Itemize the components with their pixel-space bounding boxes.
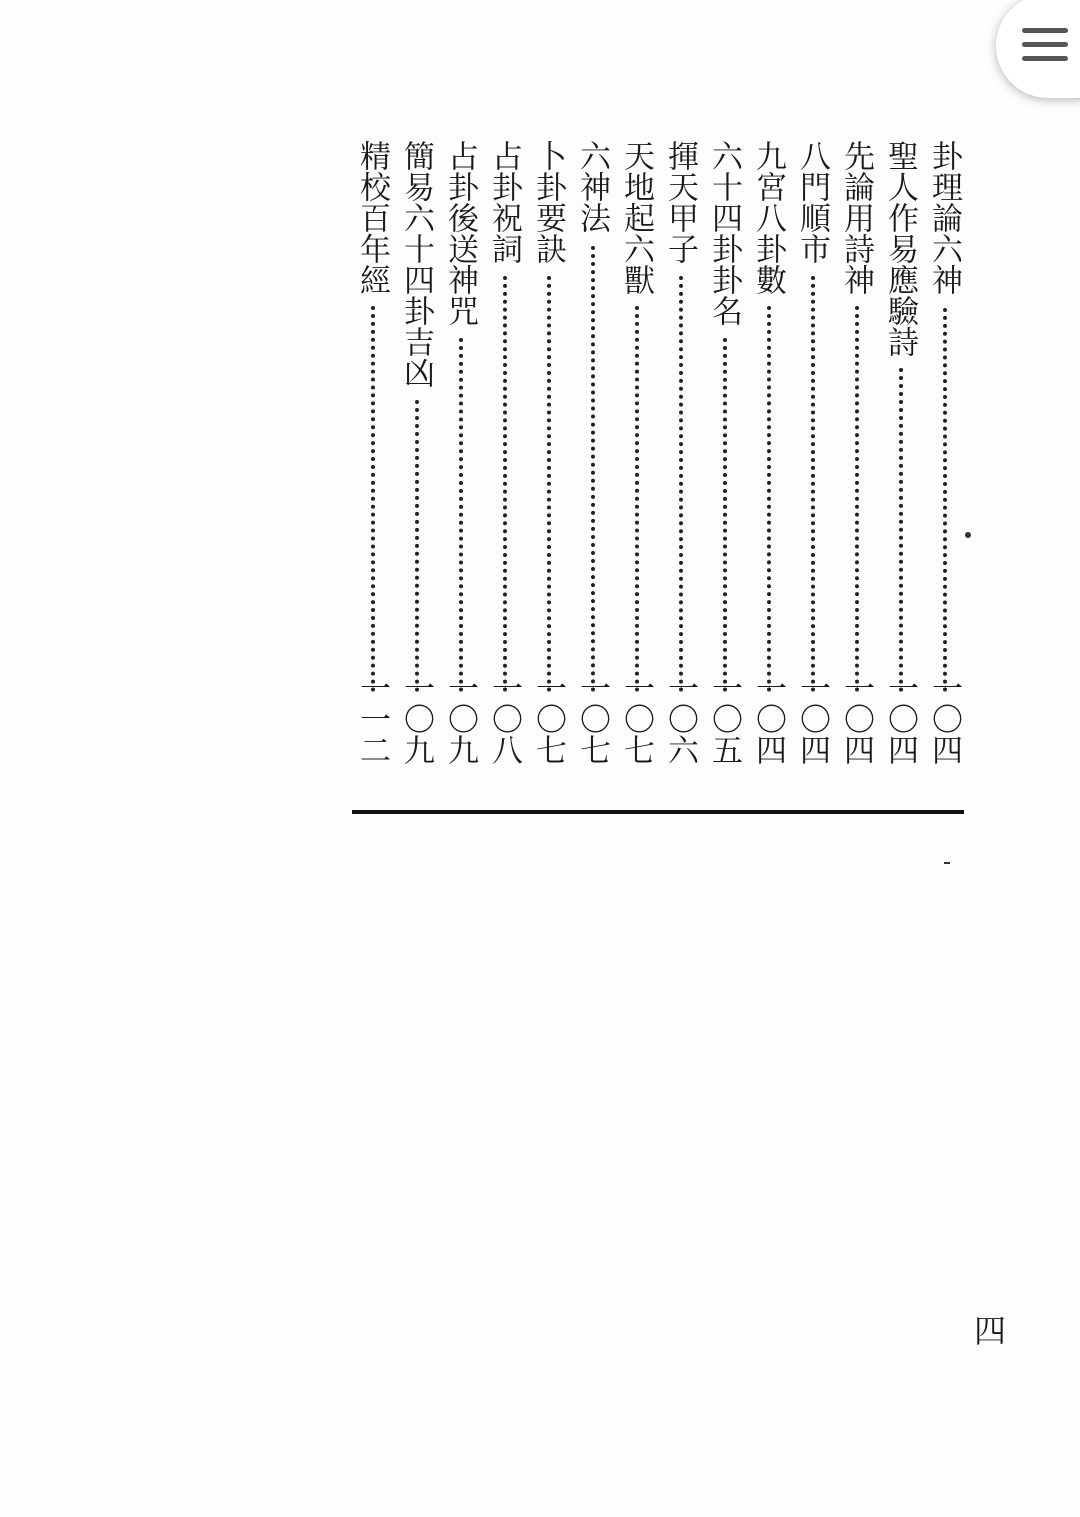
dot-leader — [371, 306, 375, 692]
dot-leader — [855, 306, 859, 692]
dot-leader — [679, 276, 683, 692]
toc-entry-page: 一〇五 — [706, 672, 742, 765]
toc-entry-title: 占卦後送神咒 — [442, 140, 478, 326]
toc-entry[interactable] — [352, 140, 392, 780]
toc-entry-page: 一一二 — [354, 672, 390, 765]
dot-leader — [635, 306, 639, 692]
toc-entry-page: 一〇四 — [926, 672, 962, 765]
toc-entry[interactable] — [924, 140, 964, 780]
dot-leader — [811, 276, 815, 692]
horizontal-rule — [352, 810, 964, 814]
toc-entry[interactable] — [748, 140, 788, 780]
toc-entry-page: 一〇四 — [838, 672, 874, 765]
dot-leader — [591, 246, 595, 692]
dot-leader — [547, 276, 551, 692]
dot-leader — [899, 368, 903, 692]
toc-entry[interactable] — [484, 140, 524, 780]
toc-entry[interactable] — [704, 140, 744, 780]
dot-leader — [503, 276, 507, 692]
toc-entry[interactable] — [528, 140, 568, 780]
toc-entry-title: 簡易六十四卦吉凶 — [398, 140, 434, 388]
toc-entry-title: 聖人作易應驗詩 — [882, 140, 918, 357]
toc-entry-page: 一〇七 — [618, 672, 654, 765]
toc-entry-page: 一〇七 — [530, 672, 566, 765]
toc-entry-title: 占卦祝詞 — [486, 140, 522, 264]
toc-entry-title: 精校百年經 — [354, 140, 390, 295]
page-number: 四 — [974, 1312, 1007, 1350]
toc-entry-title: 天地起六獸 — [618, 140, 654, 295]
toc-entry-page: 一〇四 — [794, 672, 830, 765]
toc-entry[interactable] — [836, 140, 876, 780]
table-of-contents — [352, 140, 964, 780]
menu-button[interactable] — [996, 0, 1080, 98]
toc-entry-title: 卜卦要訣 — [530, 140, 566, 264]
dot-leader — [943, 308, 947, 692]
dot-leader — [767, 306, 771, 692]
toc-entry-title: 六神法 — [574, 140, 610, 233]
toc-entry-page: 一〇七 — [574, 672, 610, 765]
toc-entry-title: 九宮八卦數 — [750, 140, 786, 295]
toc-entry-title: 卦理論六神 — [926, 140, 962, 295]
toc-entry[interactable] — [792, 140, 832, 780]
toc-entry-page: 一〇九 — [442, 672, 478, 765]
toc-entry[interactable] — [880, 140, 920, 780]
toc-entry[interactable] — [396, 140, 436, 780]
toc-entry-page: 一〇八 — [486, 672, 522, 765]
toc-entry-page: 一〇四 — [882, 672, 918, 765]
toc-entry[interactable] — [616, 140, 656, 780]
toc-entry-page: 一〇九 — [398, 672, 434, 765]
toc-entry[interactable] — [440, 140, 480, 780]
dot-leader — [415, 400, 419, 692]
toc-entry-title: 六十四卦卦名 — [706, 140, 742, 326]
toc-entry-title: 先論用詩神 — [838, 140, 874, 295]
toc-entry-title: 揮天甲子 — [662, 140, 698, 264]
dot-leader — [459, 338, 463, 692]
toc-entry-title: 八門順市 — [794, 140, 830, 264]
toc-entry[interactable] — [660, 140, 700, 780]
scan-speck — [944, 862, 950, 864]
toc-entry-page: 一〇四 — [750, 672, 786, 765]
toc-entry-page: 一〇六 — [662, 672, 698, 765]
scan-speck — [965, 532, 971, 538]
dot-leader — [723, 338, 727, 692]
toc-entry[interactable] — [572, 140, 612, 780]
